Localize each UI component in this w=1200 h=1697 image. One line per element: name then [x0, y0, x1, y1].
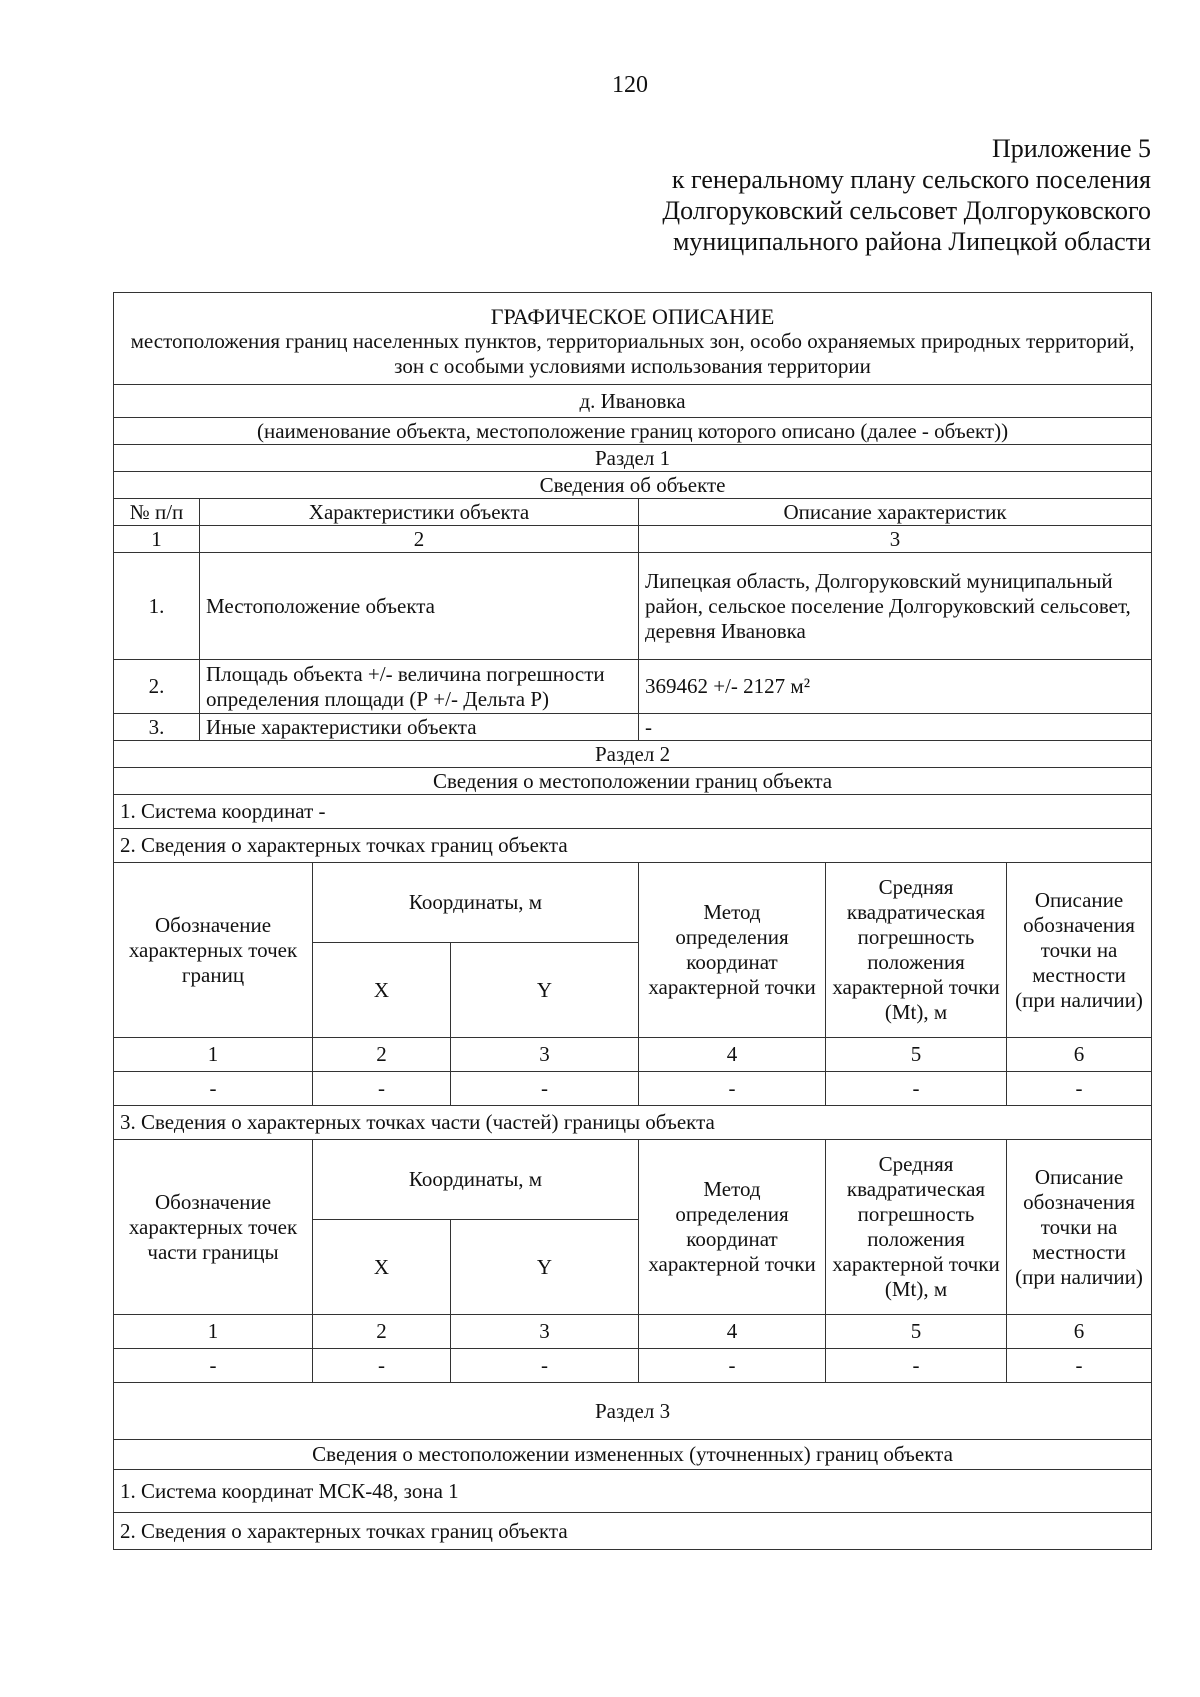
col-mean-error: Средняя квадратическая погрешность положения характерной точки (Mt), м — [826, 1140, 1007, 1315]
col-y: Y — [451, 943, 639, 1038]
appendix-line: муниципального района Липецкой области — [672, 227, 1151, 256]
column-number: 4 — [639, 1315, 826, 1349]
row-number: 3. — [114, 714, 200, 741]
page-number: 120 — [612, 72, 648, 98]
table-cell: - — [826, 1072, 1007, 1106]
graphic-description-table — [113, 292, 1152, 1550]
col-y: Y — [451, 1220, 639, 1315]
section1-subtitle: Сведения об объекте — [114, 472, 1152, 499]
appendix-header — [662, 133, 1151, 257]
column-number: 2 — [313, 1038, 451, 1072]
section2-subtitle: Сведения о местоположении границ объекта — [114, 768, 1152, 795]
section3-points-heading: 2. Сведения о характерных точках границ объекта — [114, 1513, 1152, 1550]
table-row — [114, 660, 1152, 714]
table-row — [114, 714, 1152, 741]
column-number: 4 — [639, 1038, 826, 1072]
column-number: 5 — [826, 1315, 1007, 1349]
col-x: X — [313, 943, 451, 1038]
column-number: 3 — [639, 526, 1152, 553]
object-name: д. Ивановка — [114, 385, 1152, 418]
table-cell: - — [313, 1072, 451, 1106]
column-number: 2 — [313, 1315, 451, 1349]
document-subtitle: местоположения границ населенных пунктов, территориальных зон, особо охраняемых природных территорий, зон с особыми условиями использования территории — [130, 329, 1135, 378]
row-number: 1. — [114, 553, 200, 660]
section2-coord-system: 1. Система координат - — [114, 795, 1152, 829]
section2-title: Раздел 2 — [114, 741, 1152, 768]
table-cell: - — [451, 1349, 639, 1383]
document-title: ГРАФИЧЕСКОЕ ОПИСАНИЕ — [490, 304, 775, 329]
row-description: Липецкая область, Долгоруковский муниципальный район, сельское поселение Долгоруковский сельсовет, деревня Ивановка — [639, 553, 1152, 660]
row-number: 2. — [114, 660, 200, 714]
section1-title: Раздел 1 — [114, 445, 1152, 472]
col-method: Метод определения координат характерной точки — [639, 863, 826, 1038]
row-description: 369462 +/- 2127 м² — [639, 660, 1152, 714]
col-mean-error: Средняя квадратическая погрешность положения характерной точки (Mt), м — [826, 863, 1007, 1038]
header-num: № п/п — [114, 499, 200, 526]
column-number: 2 — [200, 526, 639, 553]
table-cell: - — [639, 1349, 826, 1383]
column-number: 1 — [114, 526, 200, 553]
row-characteristic: Иные характеристики объекта — [200, 714, 639, 741]
table-cell: - — [451, 1072, 639, 1106]
table-cell: - — [114, 1072, 313, 1106]
section2-parts-heading: 3. Сведения о характерных точках части (частей) границы объекта — [114, 1106, 1152, 1140]
appendix-line: Долгоруковский сельсовет Долгоруковского — [662, 196, 1151, 225]
table-cell: - — [313, 1349, 451, 1383]
column-number: 6 — [1007, 1038, 1152, 1072]
appendix-line: Приложение 5 — [991, 134, 1151, 163]
column-number: 1 — [114, 1038, 313, 1072]
section3-title: Раздел 3 — [114, 1383, 1152, 1440]
col-coordinates: Координаты, м — [313, 1140, 639, 1220]
col-point-description: Описание обозначения точки на местности (при наличии) — [1007, 863, 1152, 1038]
col-x: X — [313, 1220, 451, 1315]
object-name-caption: (наименование объекта, местоположение границ которого описано (далее - объект)) — [114, 418, 1152, 445]
appendix-line: к генеральному плану сельского поселения — [671, 165, 1151, 194]
header-characteristics: Характеристики объекта — [200, 499, 639, 526]
col-part-point-designation: Обозначение характерных точек части границы — [114, 1140, 313, 1315]
column-number: 6 — [1007, 1315, 1152, 1349]
table-row — [114, 1349, 1152, 1383]
table-cell: - — [826, 1349, 1007, 1383]
header-description: Описание характеристик — [639, 499, 1152, 526]
col-coordinates: Координаты, м — [313, 863, 639, 943]
row-characteristic: Площадь объекта +/- величина погрешности определения площади (Р +/- Дельта Р) — [200, 660, 639, 714]
column-number: 5 — [826, 1038, 1007, 1072]
section3-coord-system: 1. Система координат МСК-48, зона 1 — [114, 1470, 1152, 1513]
col-point-description: Описание обозначения точки на местности (при наличии) — [1007, 1140, 1152, 1315]
section3-subtitle: Сведения о местоположении измененных (уточненных) границ объекта — [114, 1440, 1152, 1470]
table-cell: - — [114, 1349, 313, 1383]
col-point-designation: Обозначение характерных точек границ — [114, 863, 313, 1038]
column-number: 1 — [114, 1315, 313, 1349]
table-row — [114, 1072, 1152, 1106]
col-method: Метод определения координат характерной точки — [639, 1140, 826, 1315]
table-cell: - — [1007, 1072, 1152, 1106]
table-cell: - — [639, 1072, 826, 1106]
table-cell: - — [1007, 1349, 1152, 1383]
row-characteristic: Местоположение объекта — [200, 553, 639, 660]
row-description: - — [639, 714, 1152, 741]
column-number: 3 — [451, 1315, 639, 1349]
document-title-cell — [114, 293, 1152, 385]
section2-points-heading: 2. Сведения о характерных точках границ объекта — [114, 829, 1152, 863]
column-number: 3 — [451, 1038, 639, 1072]
table-row — [114, 553, 1152, 660]
